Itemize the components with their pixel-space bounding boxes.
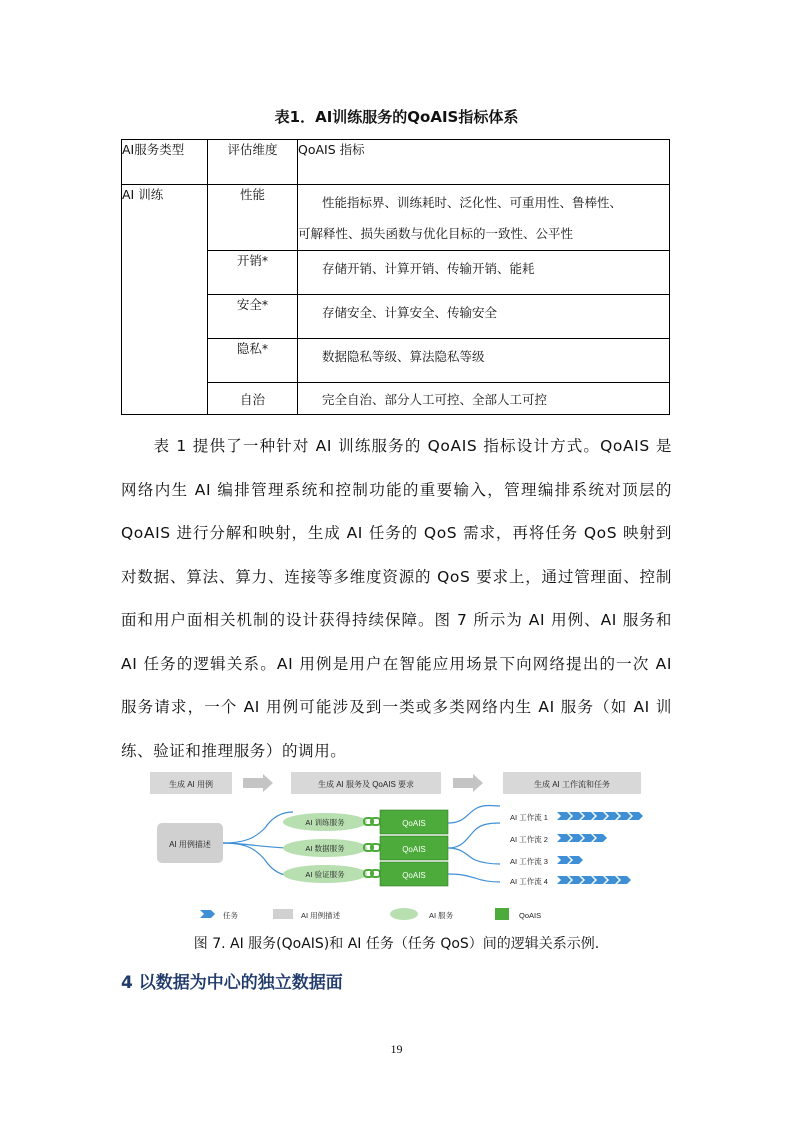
task-chevron-icon bbox=[617, 812, 631, 820]
legend-label: AI 用例描述 bbox=[301, 911, 341, 920]
stage-arrow-icon bbox=[453, 774, 483, 792]
metrics-line: 可解释性、损失函数与优化目标的一致性、公平性 bbox=[298, 226, 574, 241]
table-caption: 表1．AI训练服务的QoAIS指标体系 bbox=[274, 108, 519, 126]
dimension-cell: 安全* bbox=[208, 295, 298, 339]
task-chevron-icon bbox=[557, 876, 571, 884]
task-chevron-icon bbox=[557, 812, 571, 820]
task-chevron-icon bbox=[593, 876, 607, 884]
usecase-label: AI 用例描述 bbox=[169, 840, 211, 849]
figure-caption: 图 7. AI 服务(QoAIS)和 AI 任务（任务 QoS）间的逻辑关系示例. bbox=[193, 936, 600, 952]
task-chevron-icon bbox=[581, 834, 595, 842]
task-chevron-icon bbox=[581, 876, 595, 884]
metrics-cell bbox=[298, 185, 670, 251]
stage-arrow-icon bbox=[243, 774, 273, 792]
body-paragraph bbox=[121, 425, 672, 773]
legend-label: QoAIS bbox=[519, 911, 542, 920]
connector-line bbox=[448, 806, 500, 824]
connector-line bbox=[448, 823, 500, 848]
workflow-label: AI 工作流 2 bbox=[510, 835, 548, 844]
service-label: AI 数据服务 bbox=[305, 844, 345, 853]
service-label: AI 训练服务 bbox=[305, 818, 345, 827]
dimension-cell: 开销* bbox=[208, 251, 298, 295]
stage-label: 生成 AI 工作流和任务 bbox=[533, 780, 611, 789]
task-chevron-icon bbox=[569, 876, 583, 884]
qoais-table bbox=[121, 139, 670, 415]
task-chevron-icon bbox=[629, 812, 643, 820]
legend-qoais-swatch bbox=[495, 908, 509, 920]
connector-line bbox=[448, 874, 500, 882]
service-label: AI 验证服务 bbox=[305, 870, 345, 879]
task-chevron-icon bbox=[569, 834, 583, 842]
legend-label: AI 服务 bbox=[429, 911, 454, 920]
legend-label: 任务 bbox=[223, 911, 238, 920]
task-chevron-icon bbox=[605, 876, 619, 884]
task-chevron-icon bbox=[569, 812, 583, 820]
section-title: 4 以数据为中心的独立数据面 bbox=[121, 973, 343, 993]
task-chevron-icon bbox=[581, 812, 595, 820]
qoais-label: QoAIS bbox=[402, 871, 426, 880]
task-chevron-icon bbox=[605, 812, 619, 820]
metrics-cell: 存储安全、计算安全、传输安全 bbox=[298, 295, 670, 339]
metrics-cell: 数据隐私等级、算法隐私等级 bbox=[298, 339, 670, 383]
qoais-label: QoAIS bbox=[402, 819, 426, 828]
metrics-line: 性能指标界、训练耗时、泛化性、可重用性、鲁棒性、 bbox=[322, 195, 623, 210]
stage-label: 生成 AI 用例 bbox=[168, 780, 214, 789]
legend-usecase-swatch bbox=[273, 909, 293, 919]
dimension-cell: 性能 bbox=[208, 185, 298, 251]
metrics-cell: 存储开销、计算开销、传输开销、能耗 bbox=[298, 251, 670, 295]
header-service-type: AI服务类型 bbox=[122, 140, 208, 185]
task-chevron-icon bbox=[569, 856, 583, 864]
dimension-cell: 自治 bbox=[208, 383, 298, 415]
service-type-cell: AI 训练 bbox=[122, 185, 208, 415]
legend-service-swatch bbox=[390, 908, 418, 920]
metrics-cell: 完全自治、部分人工可控、全部人工可控 bbox=[298, 383, 670, 415]
workflow-label: AI 工作流 4 bbox=[510, 877, 548, 886]
task-chevron-icon bbox=[593, 812, 607, 820]
header-metrics: QoAIS 指标 bbox=[298, 140, 670, 185]
workflow-label: AI 工作流 3 bbox=[510, 857, 548, 866]
figure-7-diagram bbox=[145, 768, 655, 930]
connector-line bbox=[448, 848, 500, 864]
header-dimension: 评估维度 bbox=[208, 140, 298, 185]
page-number: 19 bbox=[390, 1042, 403, 1056]
qoais-label: QoAIS bbox=[402, 845, 426, 854]
stage-label: 生成 AI 服务及 QoAIS 要求 bbox=[317, 780, 415, 789]
connector-line bbox=[223, 812, 293, 843]
task-chevron-icon bbox=[557, 856, 571, 864]
body-paragraph-text: 表 1 提供了一种针对 AI 训练服务的 QoAIS 指标设计方式。QoAIS 是网络内生 AI 编排管理系统和控制功能的重要输入，管理编排系统对顶层的 QoAIS 进行分解和映射，生成 AI 任务的 QoS 需求，再将任务 QoS 映射到对数据、算法、算力、连接等多维度资源的 QoS 要求上，通过管理面、控制面和用户面相关机制的设计获得持续保障。图 7 所示为 AI 用例、AI 服务和 AI 任务的逻辑关系。AI 用例是用户在智能应用场景下向网络提出的一次 AI 服务请求，一个 AI 用例可能涉及到一类或多类网络内生 AI 服务（如 AI 训练、验证和推理服务）的调用。 bbox=[121, 437, 672, 760]
dimension-cell: 隐私* bbox=[208, 339, 298, 383]
task-chevron-icon bbox=[593, 834, 607, 842]
task-chevron-icon bbox=[200, 910, 215, 918]
task-chevron-icon bbox=[617, 876, 631, 884]
workflow-label: AI 工作流 1 bbox=[510, 813, 548, 822]
task-chevron-icon bbox=[557, 834, 571, 842]
